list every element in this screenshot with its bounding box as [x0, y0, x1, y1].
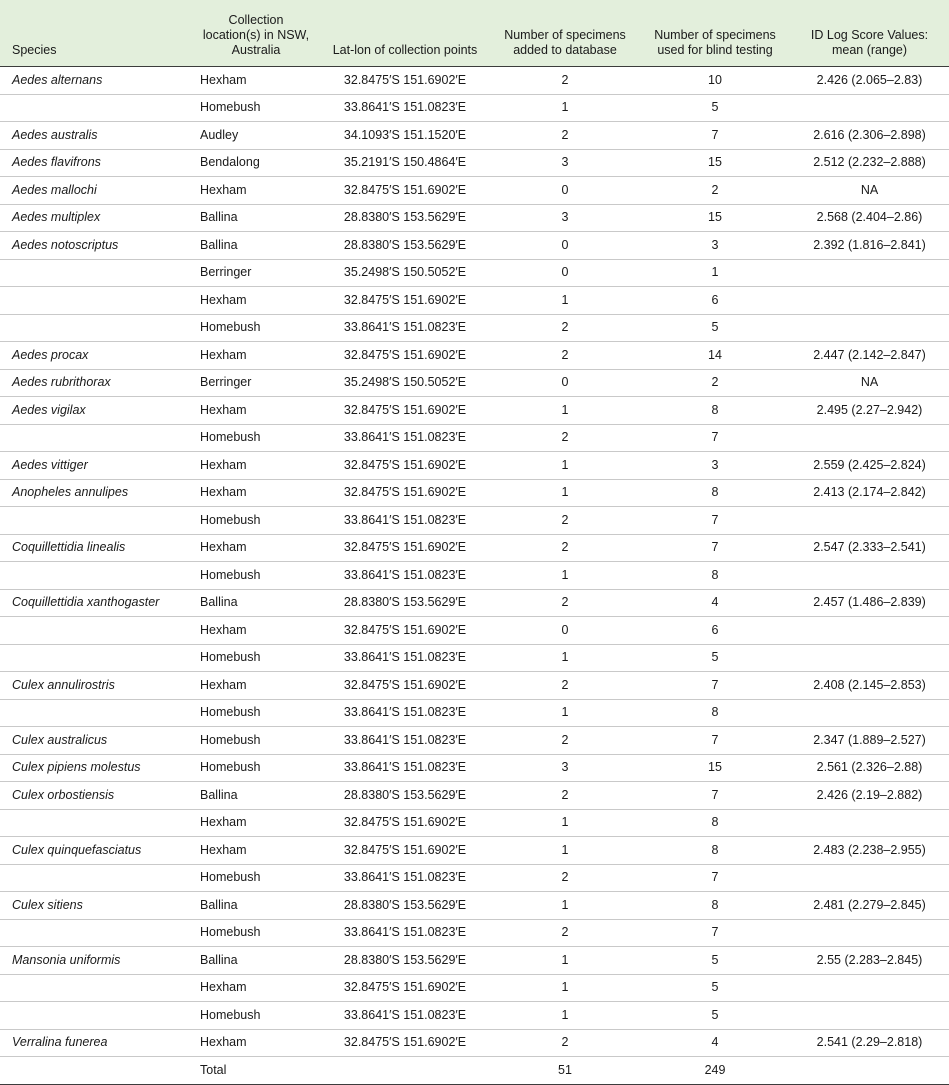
latlon-cell: 33.8641′S 151.0823′E — [320, 1002, 490, 1030]
latlon-cell: 28.8380′S 153.5629′E — [320, 232, 490, 260]
latlon-cell: 32.8475′S 151.6902′E — [320, 672, 490, 700]
species-cell: Anopheles annulipes — [0, 479, 192, 507]
species-cell — [0, 1002, 192, 1030]
score-cell: 2.561 (2.326–2.88) — [790, 754, 949, 782]
blind-cell: 6 — [640, 617, 790, 645]
blind-cell: 7 — [640, 534, 790, 562]
added-cell: 0 — [490, 177, 640, 205]
location-cell: Hexham — [192, 809, 320, 837]
blind-cell: 7 — [640, 507, 790, 535]
location-cell: Hexham — [192, 672, 320, 700]
total-blind: 249 — [640, 1057, 790, 1085]
species-cell: Verralina funerea — [0, 1029, 192, 1057]
added-cell: 1 — [490, 837, 640, 865]
table-row — [0, 974, 949, 1002]
latlon-cell: 33.8641′S 151.0823′E — [320, 864, 490, 892]
species-cell: Aedes multiplex — [0, 204, 192, 232]
location-cell: Berringer — [192, 259, 320, 287]
latlon-cell: 28.8380′S 153.5629′E — [320, 947, 490, 975]
added-cell: 0 — [490, 369, 640, 397]
latlon-cell: 28.8380′S 153.5629′E — [320, 589, 490, 617]
latlon-cell: 33.8641′S 151.0823′E — [320, 562, 490, 590]
added-cell: 1 — [490, 809, 640, 837]
blind-cell: 8 — [640, 892, 790, 920]
blind-cell: 8 — [640, 809, 790, 837]
added-cell: 3 — [490, 204, 640, 232]
latlon-cell: 33.8641′S 151.0823′E — [320, 644, 490, 672]
table-row — [0, 507, 949, 535]
score-cell — [790, 259, 949, 287]
added-cell: 2 — [490, 534, 640, 562]
location-cell: Homebush — [192, 1002, 320, 1030]
location-cell: Berringer — [192, 369, 320, 397]
table-row — [0, 259, 949, 287]
header-species: Species — [0, 0, 192, 67]
blind-cell: 4 — [640, 1029, 790, 1057]
species-cell — [0, 974, 192, 1002]
blind-cell: 5 — [640, 314, 790, 342]
blind-cell: 8 — [640, 699, 790, 727]
location-cell: Audley — [192, 122, 320, 150]
added-cell: 1 — [490, 699, 640, 727]
score-cell: 2.559 (2.425–2.824) — [790, 452, 949, 480]
latlon-cell: 35.2191′S 150.4864′E — [320, 149, 490, 177]
added-cell: 1 — [490, 562, 640, 590]
table-row — [0, 287, 949, 315]
score-cell: 2.547 (2.333–2.541) — [790, 534, 949, 562]
latlon-cell: 33.8641′S 151.0823′E — [320, 699, 490, 727]
species-cell — [0, 424, 192, 452]
location-cell: Ballina — [192, 947, 320, 975]
blind-cell: 7 — [640, 727, 790, 755]
blind-cell: 5 — [640, 974, 790, 1002]
table-row — [0, 837, 949, 865]
header-latlon: Lat-lon of collection points — [320, 0, 490, 67]
species-cell: Aedes rubrithorax — [0, 369, 192, 397]
score-cell: 2.481 (2.279–2.845) — [790, 892, 949, 920]
species-cell: Culex quinquefasciatus — [0, 837, 192, 865]
score-cell — [790, 314, 949, 342]
latlon-cell: 34.1093′S 151.1520′E — [320, 122, 490, 150]
table-row — [0, 67, 949, 95]
blind-cell: 5 — [640, 1002, 790, 1030]
location-cell: Hexham — [192, 617, 320, 645]
latlon-cell: 33.8641′S 151.0823′E — [320, 727, 490, 755]
location-cell: Homebush — [192, 727, 320, 755]
table-row — [0, 424, 949, 452]
latlon-cell: 35.2498′S 150.5052′E — [320, 369, 490, 397]
added-cell: 2 — [490, 672, 640, 700]
added-cell: 2 — [490, 864, 640, 892]
location-cell: Ballina — [192, 589, 320, 617]
total-added: 51 — [490, 1057, 640, 1085]
location-cell: Hexham — [192, 837, 320, 865]
table-row — [0, 864, 949, 892]
header-blind: Number of specimens used for blind testing — [640, 0, 790, 67]
location-cell: Homebush — [192, 864, 320, 892]
score-cell — [790, 1002, 949, 1030]
added-cell: 1 — [490, 892, 640, 920]
header-added: Number of specimens added to database — [490, 0, 640, 67]
location-cell: Ballina — [192, 204, 320, 232]
score-cell — [790, 699, 949, 727]
location-cell: Homebush — [192, 424, 320, 452]
latlon-cell: 32.8475′S 151.6902′E — [320, 287, 490, 315]
table-header — [0, 0, 949, 67]
score-cell — [790, 974, 949, 1002]
blind-cell: 5 — [640, 947, 790, 975]
total-label: Total — [192, 1057, 320, 1085]
added-cell: 1 — [490, 479, 640, 507]
latlon-cell: 28.8380′S 153.5629′E — [320, 204, 490, 232]
blind-cell: 8 — [640, 479, 790, 507]
score-cell: 2.413 (2.174–2.842) — [790, 479, 949, 507]
table-row — [0, 754, 949, 782]
species-cell — [0, 699, 192, 727]
added-cell: 3 — [490, 754, 640, 782]
added-cell: 1 — [490, 287, 640, 315]
score-cell: 2.616 (2.306–2.898) — [790, 122, 949, 150]
species-cell: Aedes alternans — [0, 67, 192, 95]
added-cell: 0 — [490, 617, 640, 645]
table-row — [0, 177, 949, 205]
location-cell: Hexham — [192, 534, 320, 562]
blind-cell: 7 — [640, 424, 790, 452]
latlon-cell: 32.8475′S 151.6902′E — [320, 177, 490, 205]
latlon-cell: 32.8475′S 151.6902′E — [320, 342, 490, 370]
blind-cell: 3 — [640, 452, 790, 480]
latlon-cell: 32.8475′S 151.6902′E — [320, 1029, 490, 1057]
location-cell: Hexham — [192, 397, 320, 425]
latlon-cell: 33.8641′S 151.0823′E — [320, 919, 490, 947]
species-cell: Coquillettidia linealis — [0, 534, 192, 562]
species-cell: Aedes flavifrons — [0, 149, 192, 177]
table-row — [0, 727, 949, 755]
latlon-cell: 32.8475′S 151.6902′E — [320, 397, 490, 425]
table-row — [0, 782, 949, 810]
added-cell: 0 — [490, 259, 640, 287]
location-cell: Hexham — [192, 974, 320, 1002]
added-cell: 3 — [490, 149, 640, 177]
location-cell: Bendalong — [192, 149, 320, 177]
species-cell: Aedes notoscriptus — [0, 232, 192, 260]
table-row — [0, 617, 949, 645]
header-score: ID Log Score Values: mean (range) — [790, 0, 949, 67]
score-cell: 2.392 (1.816–2.841) — [790, 232, 949, 260]
table-row — [0, 644, 949, 672]
blind-cell: 3 — [640, 232, 790, 260]
species-cell: Aedes australis — [0, 122, 192, 150]
added-cell: 2 — [490, 67, 640, 95]
location-cell: Homebush — [192, 562, 320, 590]
table-row — [0, 94, 949, 122]
latlon-cell: 32.8475′S 151.6902′E — [320, 837, 490, 865]
species-cell: Culex orbostiensis — [0, 782, 192, 810]
latlon-cell: 33.8641′S 151.0823′E — [320, 94, 490, 122]
latlon-cell: 33.8641′S 151.0823′E — [320, 314, 490, 342]
location-cell: Homebush — [192, 699, 320, 727]
score-cell — [790, 644, 949, 672]
latlon-cell: 32.8475′S 151.6902′E — [320, 617, 490, 645]
blind-cell: 1 — [640, 259, 790, 287]
location-cell: Homebush — [192, 919, 320, 947]
table-row — [0, 369, 949, 397]
added-cell: 2 — [490, 727, 640, 755]
species-cell — [0, 562, 192, 590]
added-cell: 1 — [490, 947, 640, 975]
location-cell: Hexham — [192, 177, 320, 205]
location-cell: Ballina — [192, 782, 320, 810]
location-cell: Homebush — [192, 507, 320, 535]
score-cell: 2.568 (2.404–2.86) — [790, 204, 949, 232]
latlon-cell: 28.8380′S 153.5629′E — [320, 892, 490, 920]
location-cell: Hexham — [192, 479, 320, 507]
added-cell: 1 — [490, 1002, 640, 1030]
table-row — [0, 232, 949, 260]
species-cell — [0, 259, 192, 287]
species-cell — [0, 919, 192, 947]
added-cell: 1 — [490, 974, 640, 1002]
score-cell — [790, 424, 949, 452]
blind-cell: 4 — [640, 589, 790, 617]
species-cell — [0, 644, 192, 672]
table-row — [0, 452, 949, 480]
species-cell: Culex pipiens molestus — [0, 754, 192, 782]
added-cell: 2 — [490, 507, 640, 535]
score-cell: 2.447 (2.142–2.847) — [790, 342, 949, 370]
species-cell: Aedes procax — [0, 342, 192, 370]
species-cell — [0, 287, 192, 315]
blind-cell: 7 — [640, 864, 790, 892]
score-cell: NA — [790, 369, 949, 397]
species-cell: Culex australicus — [0, 727, 192, 755]
location-cell: Hexham — [192, 67, 320, 95]
score-cell: NA — [790, 177, 949, 205]
latlon-cell: 32.8475′S 151.6902′E — [320, 974, 490, 1002]
blind-cell: 7 — [640, 672, 790, 700]
table-row — [0, 397, 949, 425]
blind-cell: 15 — [640, 204, 790, 232]
location-cell: Homebush — [192, 314, 320, 342]
blind-cell: 7 — [640, 782, 790, 810]
latlon-cell: 33.8641′S 151.0823′E — [320, 424, 490, 452]
added-cell: 1 — [490, 94, 640, 122]
species-cell: Aedes mallochi — [0, 177, 192, 205]
blind-cell: 10 — [640, 67, 790, 95]
table-row — [0, 672, 949, 700]
species-cell: Coquillettidia xanthogaster — [0, 589, 192, 617]
score-cell — [790, 94, 949, 122]
blind-cell: 5 — [640, 644, 790, 672]
added-cell: 2 — [490, 919, 640, 947]
blind-cell: 8 — [640, 837, 790, 865]
blind-cell: 15 — [640, 149, 790, 177]
score-cell: 2.541 (2.29–2.818) — [790, 1029, 949, 1057]
added-cell: 1 — [490, 644, 640, 672]
score-cell — [790, 919, 949, 947]
species-cell — [0, 314, 192, 342]
score-cell: 2.483 (2.238–2.955) — [790, 837, 949, 865]
score-cell — [790, 287, 949, 315]
blind-cell: 15 — [640, 754, 790, 782]
species-cell — [0, 809, 192, 837]
blind-cell: 2 — [640, 177, 790, 205]
table-body — [0, 67, 949, 1085]
species-cell: Culex sitiens — [0, 892, 192, 920]
latlon-cell: 35.2498′S 150.5052′E — [320, 259, 490, 287]
added-cell: 1 — [490, 452, 640, 480]
species-cell: Aedes vittiger — [0, 452, 192, 480]
table-row — [0, 947, 949, 975]
latlon-cell: 32.8475′S 151.6902′E — [320, 479, 490, 507]
location-cell: Hexham — [192, 287, 320, 315]
location-cell: Homebush — [192, 644, 320, 672]
blind-cell: 6 — [640, 287, 790, 315]
location-cell: Hexham — [192, 1029, 320, 1057]
table-row — [0, 122, 949, 150]
species-cell — [0, 507, 192, 535]
latlon-cell: 32.8475′S 151.6902′E — [320, 534, 490, 562]
added-cell: 2 — [490, 314, 640, 342]
score-cell: 2.512 (2.232–2.888) — [790, 149, 949, 177]
table-row — [0, 342, 949, 370]
location-cell: Homebush — [192, 754, 320, 782]
latlon-cell: 28.8380′S 153.5629′E — [320, 782, 490, 810]
score-cell: 2.457 (1.486–2.839) — [790, 589, 949, 617]
added-cell: 2 — [490, 122, 640, 150]
latlon-cell: 32.8475′S 151.6902′E — [320, 452, 490, 480]
score-cell — [790, 507, 949, 535]
table-row — [0, 1029, 949, 1057]
blind-cell: 14 — [640, 342, 790, 370]
location-cell: Homebush — [192, 94, 320, 122]
location-cell: Hexham — [192, 342, 320, 370]
header-location: Collection location(s) in NSW, Australia — [192, 0, 320, 67]
table-row — [0, 892, 949, 920]
species-cell — [0, 864, 192, 892]
table-row — [0, 534, 949, 562]
species-cell — [0, 94, 192, 122]
latlon-cell: 32.8475′S 151.6902′E — [320, 67, 490, 95]
score-cell — [790, 864, 949, 892]
table-row — [0, 149, 949, 177]
latlon-cell: 32.8475′S 151.6902′E — [320, 809, 490, 837]
table-row — [0, 589, 949, 617]
table-row — [0, 479, 949, 507]
blind-cell: 7 — [640, 919, 790, 947]
latlon-cell: 33.8641′S 151.0823′E — [320, 754, 490, 782]
location-cell: Ballina — [192, 232, 320, 260]
added-cell: 0 — [490, 232, 640, 260]
score-cell: 2.426 (2.065–2.83) — [790, 67, 949, 95]
table-row — [0, 809, 949, 837]
table-row — [0, 562, 949, 590]
latlon-cell: 33.8641′S 151.0823′E — [320, 507, 490, 535]
table-row — [0, 699, 949, 727]
added-cell: 1 — [490, 397, 640, 425]
header-row — [0, 0, 949, 67]
species-cell: Aedes vigilax — [0, 397, 192, 425]
location-cell: Ballina — [192, 892, 320, 920]
species-cell — [0, 617, 192, 645]
table-row — [0, 1002, 949, 1030]
blind-cell: 2 — [640, 369, 790, 397]
added-cell: 2 — [490, 782, 640, 810]
table-row — [0, 919, 949, 947]
score-cell: 2.408 (2.145–2.853) — [790, 672, 949, 700]
table-row — [0, 204, 949, 232]
added-cell: 2 — [490, 1029, 640, 1057]
score-cell — [790, 562, 949, 590]
species-cell: Mansonia uniformis — [0, 947, 192, 975]
added-cell: 2 — [490, 589, 640, 617]
score-cell: 2.347 (1.889–2.527) — [790, 727, 949, 755]
blind-cell: 8 — [640, 562, 790, 590]
score-cell: 2.426 (2.19–2.882) — [790, 782, 949, 810]
blind-cell: 7 — [640, 122, 790, 150]
blind-cell: 5 — [640, 94, 790, 122]
score-cell: 2.495 (2.27–2.942) — [790, 397, 949, 425]
species-cell: Culex annulirostris — [0, 672, 192, 700]
score-cell — [790, 809, 949, 837]
table-row — [0, 314, 949, 342]
score-cell — [790, 617, 949, 645]
added-cell: 2 — [490, 424, 640, 452]
location-cell: Hexham — [192, 452, 320, 480]
added-cell: 2 — [490, 342, 640, 370]
blind-cell: 8 — [640, 397, 790, 425]
score-cell: 2.55 (2.283–2.845) — [790, 947, 949, 975]
